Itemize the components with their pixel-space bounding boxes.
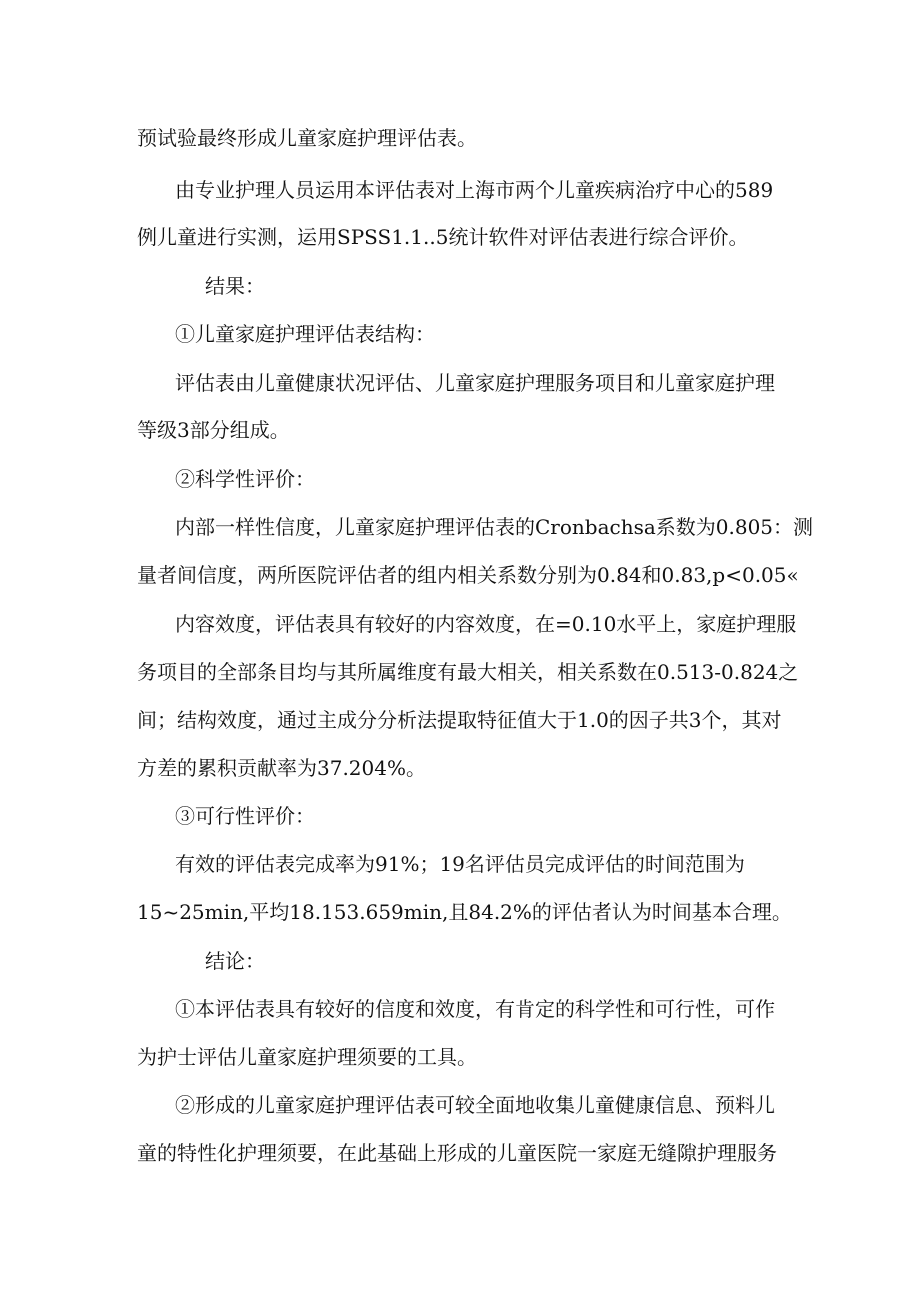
text-line-1: 预试验最终形成儿童家庭护理评估表。 — [137, 126, 477, 150]
text-line-17: 15~25min,平均18.153.659min,且84.2%的评估者认为时间基本合理。 — [137, 900, 792, 924]
text-line-12: 务项目的全部条目均与其所属维度有最大相关，相关系数在0.513-0.824之 — [137, 660, 799, 684]
text-line-19: ①本评估表具有较好的信度和效度，有肯定的科学性和可行性，可作 — [175, 997, 775, 1021]
text-line-11: 内容效度，评估表具有较好的内容效度，在=0.10水平上，家庭护理服 — [175, 612, 797, 636]
text-line-9: 内部一样性信度，儿童家庭护理评估表的Cronbachsa系数为0.805：测 — [175, 515, 814, 539]
text-line-3: 例儿童进行实测，运用SPSS1.1..5统计软件对评估表进行综合评价。 — [137, 225, 749, 249]
text-line-22: 童的特性化护理须要，在此基础上形成的儿童医院一家庭无缝隙护理服务 — [137, 1141, 777, 1165]
text-line-7: 等级3部分组成。 — [137, 418, 290, 442]
subheading-scientific: ②科学性评价： — [175, 467, 315, 491]
subheading-feasibility: ③可行性评价： — [175, 804, 315, 828]
subheading-structure: ①儿童家庭护理评估表结构： — [175, 322, 435, 346]
text-line-14: 方差的累积贡献率为37.204%。 — [137, 756, 426, 780]
text-line-21: ②形成的儿童家庭护理评估表可较全面地收集儿童健康信息、预料儿 — [175, 1093, 775, 1117]
text-line-13: 间；结构效度，通过主成分分析法提取特征值大于1.0的因子共3个，其对 — [137, 708, 782, 732]
text-line-16: 有效的评估表完成率为91%；19名评估员完成评估的时间范围为 — [175, 852, 745, 876]
section-heading-conclusion: 结论： — [205, 949, 265, 973]
text-line-10: 量者间信度，两所医院评估者的组内相关系数分别为0.84和0.83,p<0.05« — [137, 563, 799, 587]
text-line-6: 评估表由儿童健康状况评估、儿童家庭护理服务项目和儿童家庭护理 — [175, 371, 775, 395]
section-heading-results: 结果： — [205, 274, 265, 298]
text-line-2: 由专业护理人员运用本评估表对上海市两个儿童疾病治疗中心的589 — [175, 178, 774, 202]
text-line-20: 为护士评估儿童家庭护理须要的工具。 — [137, 1045, 477, 1069]
